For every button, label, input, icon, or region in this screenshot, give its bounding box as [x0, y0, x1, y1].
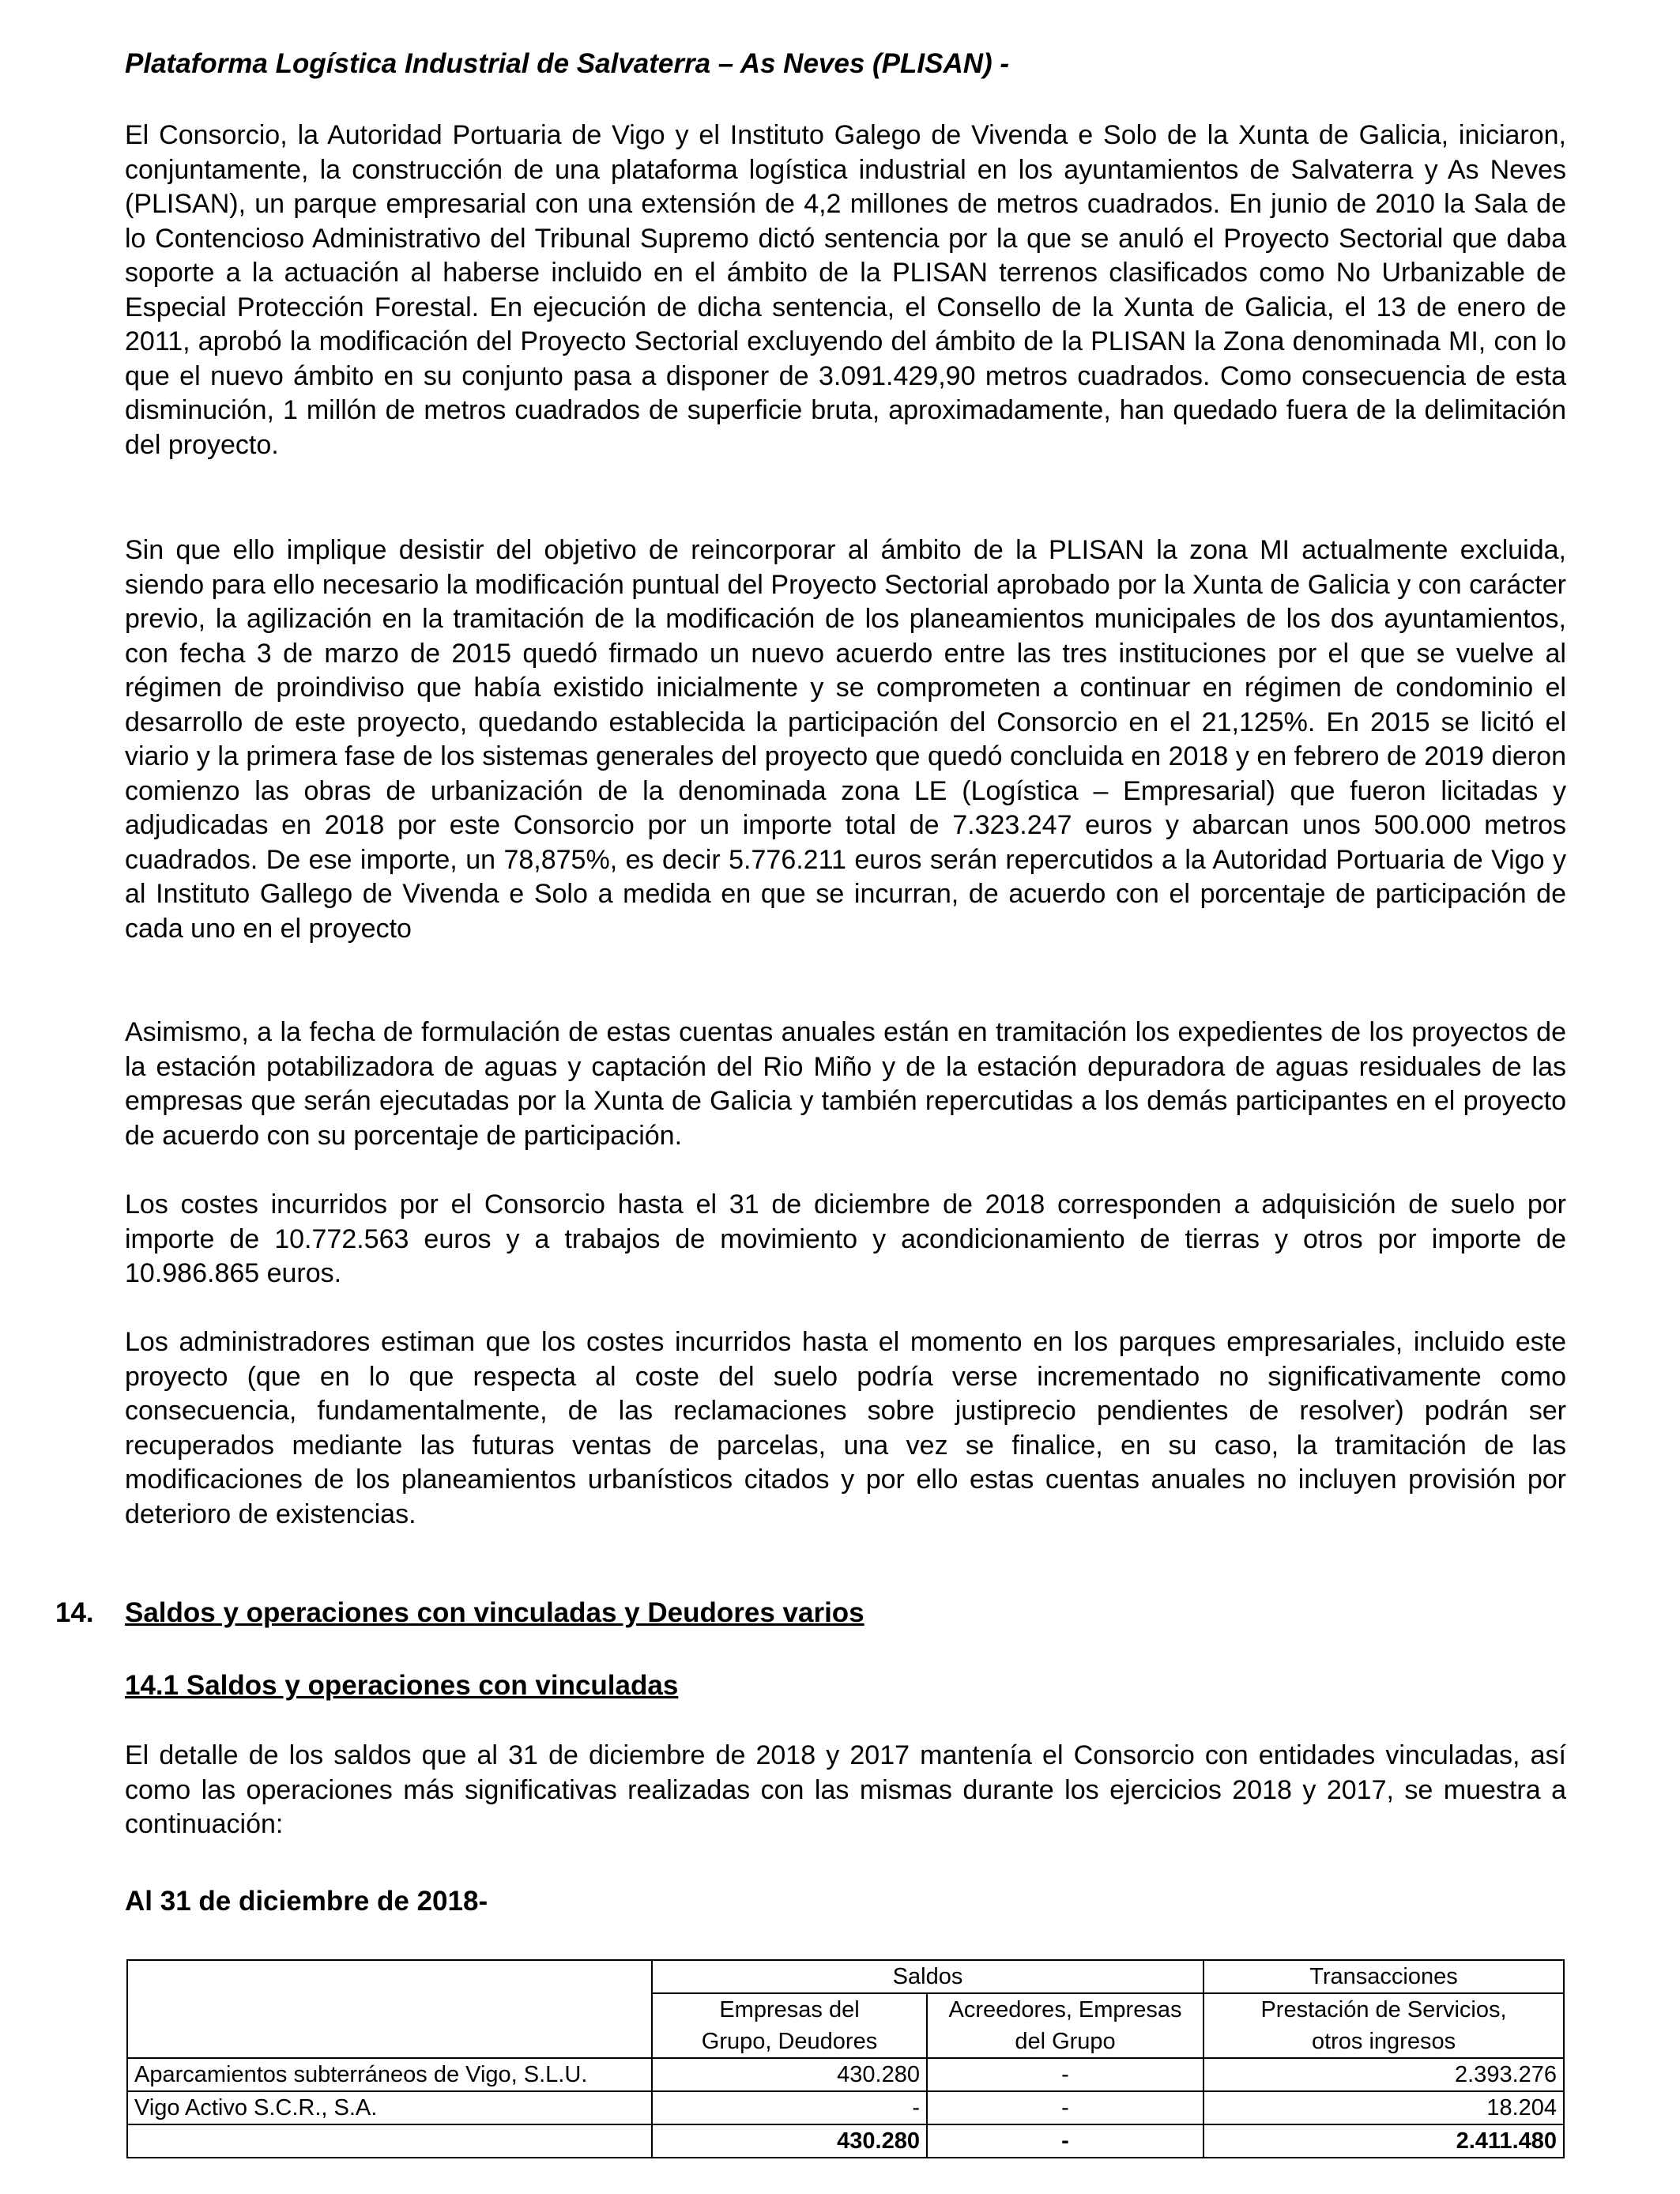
total-deudores: 430.280: [652, 2124, 927, 2158]
paragraph-detalle-saldos: El detalle de los saldos que al 31 de diciembre de 2018 y 2017 mantenía el Consorcio con entidades vinculadas, así como las operaciones más significativas realizadas con las mismas durante los ejercicios 2018 y 2017, se muestra a continuación:: [125, 1740, 1566, 1839]
document-title: Plataforma Logística Industrial de Salvaterra – As Neves (PLISAN) -: [125, 48, 1010, 79]
row-deudores: 430.280: [652, 2058, 927, 2091]
header-saldos: Saldos: [652, 1960, 1203, 1993]
row-entity: Aparcamientos subterráneos de Vigo, S.L.U.: [127, 2058, 652, 2091]
header-prestacion-line1: Prestación de Servicios,: [1203, 1993, 1564, 2026]
row-deudores: -: [652, 2091, 927, 2124]
table-total-row: [127, 2124, 1564, 2158]
header-transacciones: Transacciones: [1203, 1960, 1564, 1993]
subsection-heading: 14.1 Saldos y operaciones con vinculadas: [125, 1670, 679, 1701]
related-parties-table: [126, 1959, 1565, 2158]
row-entity: Vigo Activo S.C.R., S.A.: [127, 2091, 652, 2124]
paragraph-asimismo: Asimismo, a la fecha de formulación de estas cuentas anuales están en tramitación los expedientes de los proyectos de la estación potabilizadora de aguas y captación del Rio Miño y de la estación depuradora de aguas residuales de las empresas que serán ejecutadas por la Xunta de Galicia y también repercutidas a los demás participantes en el proyecto de acuerdo con su porcentaje de participación.: [125, 1017, 1566, 1151]
section-number: 14.: [55, 1597, 94, 1628]
header-empty-cell: [127, 1993, 652, 2026]
table-header-group-row: [127, 1960, 1564, 1993]
paragraph-administradores: Los administradores estiman que los costes incurridos hasta el momento en los parques empresariales, incluido este proyecto (que en lo que respecta al coste del suelo podría verse incrementado no significativamente como consecuencia, fundamentalmente, de las reclamaciones sobre justiprecio pendientes de resolver) podrán ser recuperados mediante las futuras ventas de parcelas, una vez se finalice, en su caso, la tramitación de las modificaciones de los planeamientos urbanísticos citados y por ello estas cuentas anuales no incluyen provisión por deterioro de existencias.: [125, 1327, 1566, 1529]
row-acreedores: -: [927, 2091, 1203, 2124]
paragraph-plisan-intro: El Consorcio, la Autoridad Portuaria de Vigo y el Instituto Galego de Vivenda e Solo de la Xunta de Galicia, iniciaron, conjuntamente, la construcción de una plataforma logística industrial en los ayuntamientos de Salvaterra y As Neves (PLISAN), un parque empresarial con una extensión de 4,2 millones de metros cuadrados. En junio de 2010 la Sala de lo Contencioso Administrativo del Tribunal Supremo dictó sentencia por la que se anuló el Proyecto Sectorial que daba soporte a la actuación al haberse incluido en el ámbito de la PLISAN terrenos clasificados como No Urbanizable de Especial Protección Forestal. En ejecución de dicha sentencia, el Consello de la Xunta de Galicia, el 13 de enero de 2011, aprobó la modificación del Proyecto Sectorial excluyendo del ámbito de la PLISAN la Zona denominada MI, con lo que el nuevo ámbito en su conjunto pasa a disponer de 3.091.429,90 metros cuadrados. Como consecuencia de esta disminución, 1 millón de metros cuadrados de superficie bruta, aproximadamente, han quedado fuera de la delimitación del proyecto.: [125, 120, 1566, 460]
header-deudores-line2: Grupo, Deudores: [652, 2026, 927, 2058]
table-row: [127, 2091, 1564, 2124]
header-empty-cell: [127, 1960, 652, 1993]
row-prestacion: 18.204: [1203, 2091, 1564, 2124]
row-prestacion: 2.393.276: [1203, 2058, 1564, 2091]
section-heading: [55, 1595, 864, 1630]
row-acreedores: -: [927, 2058, 1203, 2091]
date-heading: Al 31 de diciembre de 2018-: [125, 1886, 488, 1917]
header-acreedores-line2: del Grupo: [927, 2026, 1203, 2058]
table-header-row-2: [127, 2026, 1564, 2058]
header-prestacion-line2: otros ingresos: [1203, 2026, 1564, 2058]
header-empty-cell: [127, 2026, 652, 2058]
total-entity: [127, 2124, 652, 2158]
paragraph-costes: Los costes incurridos por el Consorcio hasta el 31 de diciembre de 2018 corresponden a adquisición de suelo por importe de 10.772.563 euros y a trabajos de movimiento y acondicionamiento de tierras y otros por importe de 10.986.865 euros.: [125, 1189, 1566, 1288]
table-row: [127, 2058, 1564, 2091]
header-deudores-line1: Empresas del: [652, 1993, 927, 2026]
paragraph-proindiviso: Sin que ello implique desistir del objetivo de reincorporar al ámbito de la PLISAN la zona MI actualmente excluida, siendo para ello necesario la modificación puntual del Proyecto Sectorial aprobado por la Xunta de Galicia y con carácter previo, la agilización en la tramitación de la modificación de los planeamientos municipales de los dos ayuntamientos, con fecha 3 de marzo de 2015 quedó firmado un nuevo acuerdo entre las tres instituciones por el que se vuelve al régimen de proindiviso que había existido inicialmente y se comprometen a continuar en régimen de condominio el desarrollo de este proyecto, quedando establecida la participación del Consorcio en el 21,125%. En 2015 se licitó el viario y la primera fase de los sistemas generales del proyecto que quedó concluida en 2018 y en febrero de 2019 dieron comienzo las obras de urbanización de la denominada zona LE (Logística – Empresarial) que fueron licitadas y adjudicadas en 2018 por este Consorcio por un importe total de 7.323.247 euros y abarcan unos 500.000 metros cuadrados. De ese importe, un 78,875%, es decir 5.776.211 euros serán repercutidos a la Autoridad Portuaria de Vigo y al Instituto Gallego de Vivenda e Solo a medida en que se incurran, de acuerdo con el porcentaje de participación de cada uno en el proyecto: [125, 535, 1566, 944]
total-acreedores: -: [927, 2124, 1203, 2158]
table-header-row-1: [127, 1993, 1564, 2026]
section-title: Saldos y operaciones con vinculadas y Deudores varios: [125, 1597, 864, 1628]
total-prestacion: 2.411.480: [1203, 2124, 1564, 2158]
header-acreedores-line1: Acreedores, Empresas: [927, 1993, 1203, 2026]
